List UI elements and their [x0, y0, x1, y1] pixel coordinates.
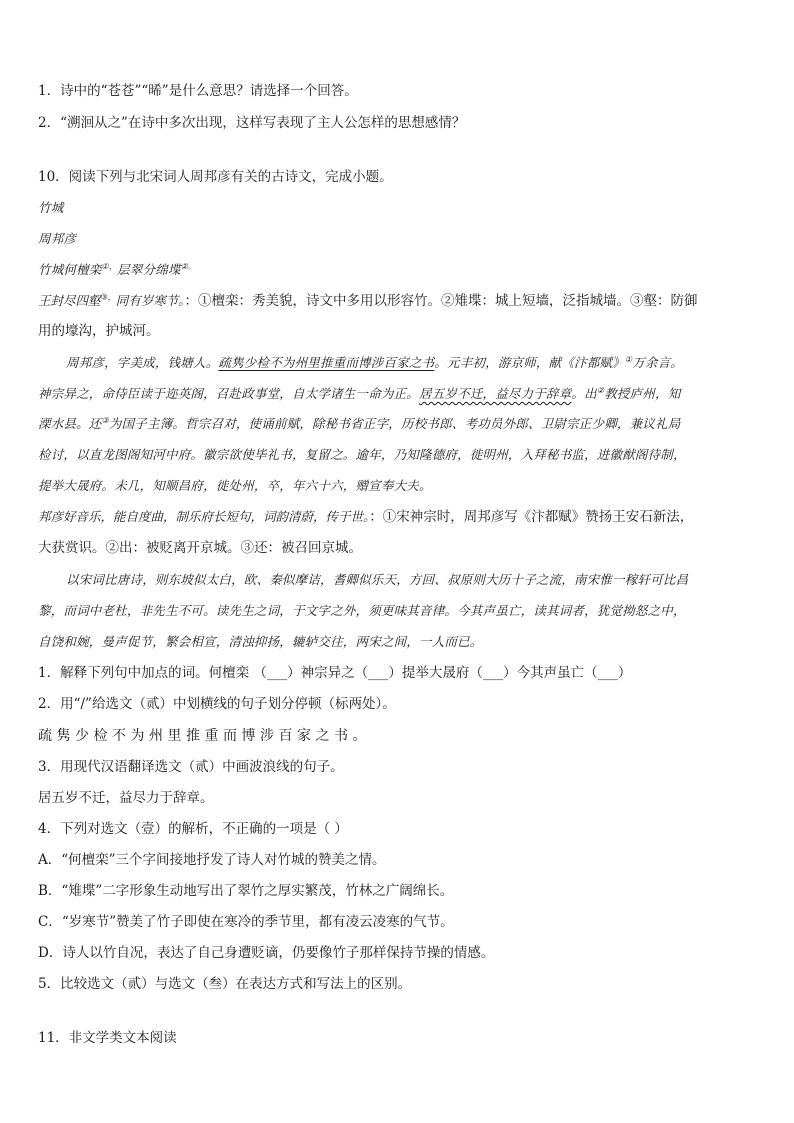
option-a: A．“何檀栾”三个字间接地抒发了诗人对竹城的赞美之情。 — [38, 852, 386, 868]
poem-author: 周邦彦 — [38, 231, 77, 246]
poem-line-2-with-notes — [38, 292, 754, 310]
prose-line-5: 提举大晟府。未几，知顺昌府，徙处州，卒，年六十六，赠宣奉大夫。 — [38, 478, 432, 493]
sentence-to-translate: 居五岁不迁，益尽力于辞章。 — [38, 790, 214, 806]
section-11-heading: 11．非文学类文本阅读 — [38, 1030, 177, 1046]
footnote-mark: ①， — [101, 261, 118, 271]
prose-text: 邦彦好音乐，能自度曲，制乐府长短句，词韵清蔚，传于世。 — [38, 509, 370, 524]
annotation-continued-2: 大获赏识。②出：被贬离开京城。③还：被召回京城。 — [38, 540, 362, 556]
poem-text: 同有岁寒节。 — [115, 293, 185, 308]
prose-text: 。元丰初，游京师，献《汴都赋》 — [434, 355, 625, 370]
prose-text: 教授庐州，知 — [604, 386, 681, 401]
prose-text: 神宗异之，命侍臣读于迩英阁，召赴政事堂，自太学诸生一命为正。 — [38, 386, 420, 401]
subquestion-5: 5．比较选文（贰）与选文（叁）在表达方式和写法上的区别。 — [38, 976, 412, 992]
prose-line-1 — [66, 354, 754, 372]
question-1: 1．诗中的“苍苍”“晞”是什么意思？请选择一个回答。 — [38, 83, 358, 99]
section-10-heading: 10．阅读下列与北宋词人周邦彦有关的古诗文，完成小题。 — [38, 169, 393, 185]
subquestion-1: 1．解释下列句中加点的词。何檀栾 （___）神宗异之（___）提举大晟府（___）今其声虽亡（___） — [38, 665, 632, 681]
prose-text: 。出 — [571, 386, 597, 401]
prose-line-4: 检讨，以直龙图阁知河中府。徽宗欲使毕礼书，复留之。逾年，乃知隆德府，徙明州，入拜秘书监，进徽猷阁待制， — [38, 447, 686, 462]
annotation-continued: 用的壕沟，护城河。 — [38, 323, 160, 339]
footnote-mark: ① — [624, 354, 633, 364]
commentary-line-1: 以宋词比唐诗，则东坡似太白，欧、秦似摩诘，耆卿似乐天，方回、叔原则大历十子之流，南宋惟一稼轩可比昌 — [66, 572, 689, 587]
subquestion-2: 2．用“/”给选文（贰）中划横线的句子划分停顿（标两处）。 — [38, 696, 396, 712]
prose-line-6-with-notes — [38, 508, 754, 526]
sentence-to-punctuate: 疏隽少检不为州里推重而博涉百家之书。 — [38, 728, 371, 744]
poem-text: 层翠分绵堞 — [117, 262, 181, 277]
prose-line-2 — [38, 385, 754, 403]
option-b: B．“雉堞”二字形象生动地写出了翠竹之厚实繁茂，竹林之广阔绵长。 — [38, 883, 454, 899]
prose-line-3 — [38, 415, 754, 433]
subquestion-3: 3．用现代汉语翻译选文（贰）中画波浪线的句子。 — [38, 759, 344, 775]
commentary-line-3: 自饶和婉，曼声促节，繁会相宣，清浊抑扬，辘轳交往，两宋之间，一人而已。 — [38, 634, 483, 649]
poem-text: 竹城何檀栾 — [38, 262, 102, 277]
option-c: C．“岁寒节”赞美了竹子即使在寒冷的季节里，都有凌云凌寒的气节。 — [38, 914, 454, 930]
footnote-mark: ② — [596, 385, 605, 395]
commentary-line-2: 黎，而词中老杜，非先生不可。读先生之词，于文字之外，须更味其音律。今其声虽亡，读其词者，犹觉拗怒之中， — [38, 603, 686, 618]
prose-text: 周邦彦，字美成，钱塘人。 — [66, 355, 219, 370]
poem-title: 竹城 — [38, 200, 64, 215]
wavy-underlined-sentence: 居五岁不迁，益尽力于辞章 — [419, 386, 572, 401]
prose-text: 溧水县。还 — [38, 416, 102, 431]
footnote-mark: ③， — [100, 292, 116, 302]
option-d: D．诗人以竹自况，表达了自己身遭贬谪，仍要像竹子那样保持节操的情感。 — [38, 945, 495, 961]
subquestion-4: 4．下列对选文（壹）的解析，不正确的一项是（ ） — [38, 821, 348, 837]
underlined-sentence: 疏隽少检不为州里推重而博涉百家之书 — [218, 355, 435, 370]
footnote-mark: ②。 — [180, 261, 197, 271]
prose-text: 为国子主簿。哲宗召对，使诵前赋，除秘书省正字，历校书郎、考功员外郎、卫尉宗正少卿，兼议礼局 — [108, 416, 681, 431]
annotation-text: ：①檀栾：秀美貌，诗文中多用以形容竹。②雉堞：城上短墙，泛指城墙。③壑：防御 — [184, 293, 698, 309]
poem-text: 王封尽四壑 — [38, 293, 101, 308]
annotation-text: ：①宋神宗时，周邦彦写《汴都赋》赞扬王安石新法， — [369, 509, 694, 525]
question-2: 2．“溯洄从之”在诗中多次出现，这样写表现了主人公怎样的思想感情？ — [38, 115, 466, 131]
footnote-mark: ③ — [101, 415, 109, 425]
prose-text: 万余言。 — [632, 355, 684, 370]
poem-line-1 — [38, 261, 754, 279]
